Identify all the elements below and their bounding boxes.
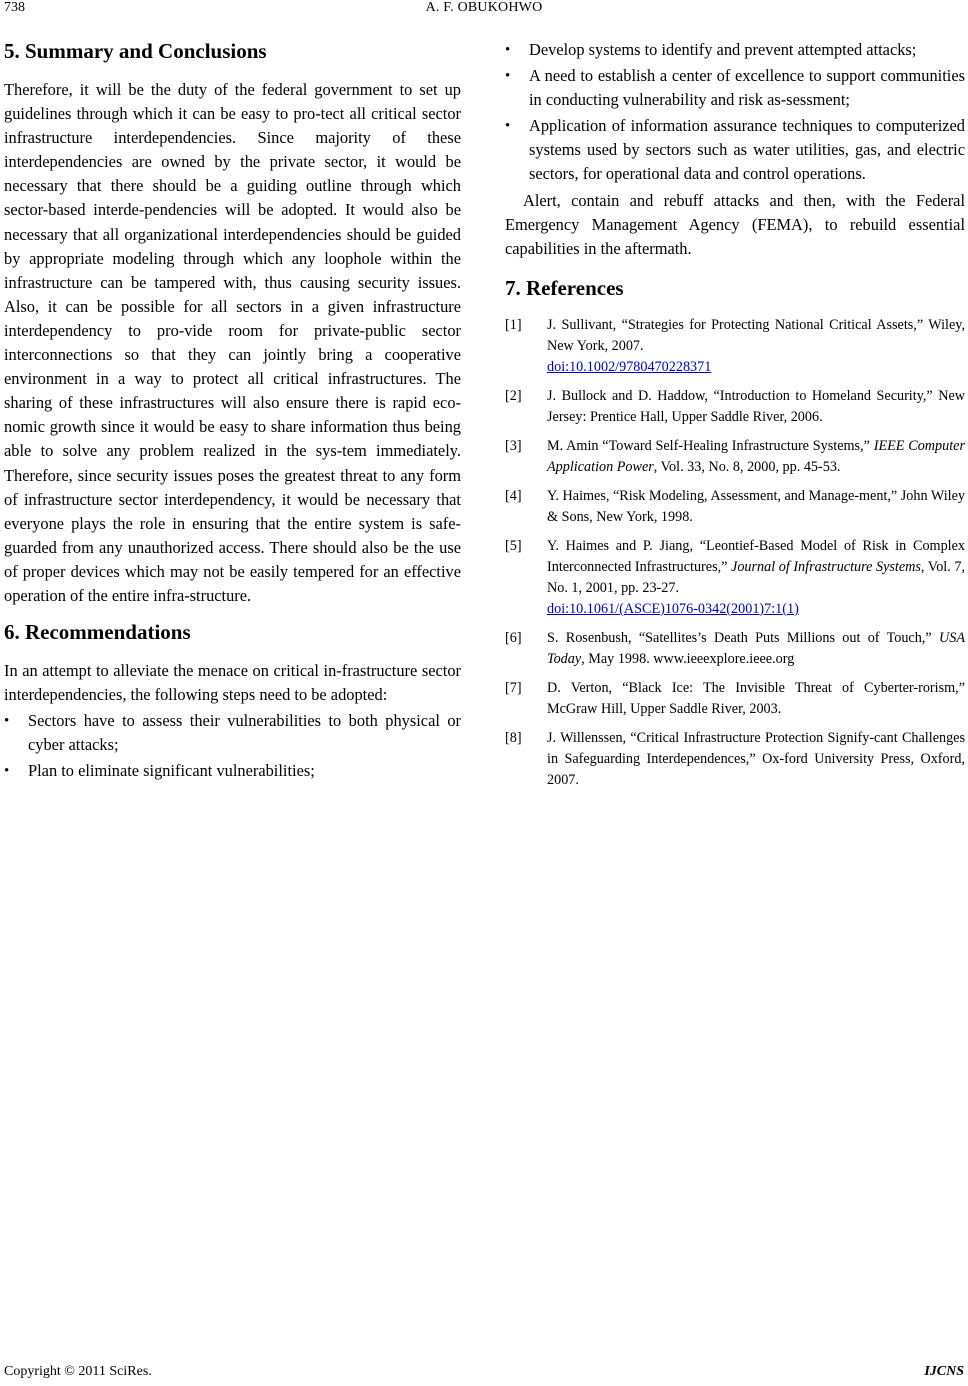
reference-source-italic: IEEE Computer Application Power [547,437,965,475]
reference-text-tail: , Vol. 33, No. 8, 2000, pp. 45-53. [653,458,841,475]
bullet-text: Develop systems to identify and prevent attempted attacks; [529,40,917,59]
copyright-notice: Copyright © 2011 SciRes. [4,1364,152,1379]
bullet-item [4,709,461,757]
reference-text: J. Willenssen, “Critical Infrastructure Protection Signify-cant Challenges in Safeguarding Interdependences,” Ox-ford University Press, Oxford, 2007. [547,729,965,788]
reference-item [505,315,965,378]
bullet-icon: • [4,713,10,730]
reference-item [505,536,965,620]
bullet-item [505,64,965,112]
reference-text: Y. Haimes, “Risk Modeling, Assessment, and Manage-ment,” John Wiley & Sons, New York, 1998. [547,487,965,525]
reference-number: [1] [505,316,522,333]
reference-item [505,386,965,428]
bullet-icon: • [505,68,511,85]
reference-text: D. Verton, “Black Ice: The Invisible Threat of Cyberter-rorism,” McGraw Hill, Upper Saddle River, 2003. [547,679,965,717]
reference-text: Y. Haimes and P. Jiang, “Leontief-Based Model of Risk in Complex Interconnected Infrastructures,” [547,537,965,575]
bullet-icon: • [505,42,511,58]
reference-source-italic: Journal of Infrastructure Systems [731,558,921,575]
reference-text: J. Bullock and D. Haddow, “Introduction to Homeland Security,” New Jersey: Prentice Hall, Upper Saddle River, 2006. [547,387,965,425]
journal-abbreviation: IJCNS [924,1364,964,1379]
bullet-icon: • [505,118,511,135]
reference-text: M. Amin “Toward Self-Healing Infrastructure Systems,” [547,437,874,454]
reference-text: S. Rosenbush, “Satellites’s Death Puts Millions out of Touch,” [547,629,939,646]
bullet-item [505,38,965,62]
reference-number: [4] [505,487,522,504]
reference-item [505,678,965,720]
reference-item [505,728,965,791]
summary-heading: 5. Summary and Conclusions [4,39,267,63]
recommendations-heading: 6. Recommendations [4,620,191,645]
reference-source-italic: USA Today [547,629,965,667]
recommendations-list-left [4,709,461,783]
bullet-item [505,114,965,186]
page-number: 738 [4,0,25,15]
reference-number: [2] [505,387,522,404]
bullet-text: Sectors have to assess their vulnerabilities to both physical or cyber attacks; [28,711,461,755]
recommendations-closing: Alert, contain and rebuff attacks and then, with the Federal Emergency Management Agency (FEMA), to rebuild essential capabilities in the aftermath. [505,190,965,258]
reference-doi-link[interactable]: doi:10.1061/(ASCE)1076-0342(2001)7:1(1) [547,600,799,617]
recommendations-list-right [505,38,965,187]
reference-text: J. Sullivant, “Strategies for Protecting National Critical Assets,” Wiley, New York, 2007. [547,316,965,354]
page-header [0,0,968,22]
bullet-text: Application of information assurance techniques to computerized systems used by sectors such as water utilities, gas, and electric sectors, for operational data and control operations. [529,116,965,184]
reference-item [505,436,965,478]
summary-paragraph: Therefore, it will be the duty of the federal government to set up guidelines through which it can be easy to pro-tect all critical sector infrastructure interdependencies. Since majority of these interdependencies are owned by the private sector, it would be necessary that there should be a guiding outline through which sector-based interde-pendencies will be adopted. It would also be necessary that all organizational interdependencies should be guided by appropriate modeling through which any loophole within the infrastructure can be tampered with, thus causing security issues. Also, it can be possible for all sectors in a given infrastructure interdependency to pro-vide room for private-public sector interconnections so that they can jointly bring a cooperative environment in a way to protect all critical infrastructures. The sharing of these infrastructures will also ensure there is rapid eco-nomic growth since it would be easy to share information thus being able to solve any problem realized in the sys-tem immediately. Therefore, since security issues poses the greatest threat to any form of infrastructure sector interdependency, it would be necessary that everyone plays the role in ensuring that the entire system is safe-guarded from any unauthorized access. There should also be the use of proper devices which may not be easily tempered for an effective operation of the entire infra-structure. [4,80,461,605]
reference-number: [5] [505,537,522,554]
bullet-icon: • [4,763,10,780]
reference-number: [7] [505,679,522,696]
bullet-text: A need to establish a center of excellence to support communities in conducting vulnerability and risk as-sessment; [529,66,965,110]
bullet-item [4,759,461,783]
references-list [505,315,965,791]
reference-number: [6] [505,629,522,646]
right-column [505,38,965,799]
running-head-author: A. F. OBUKOHWO [425,0,543,15]
reference-text-tail: , Vol. 7, No. 1, 2001, pp. 23-27. [547,558,966,596]
references-heading: 7. References [505,275,624,300]
reference-doi-link[interactable]: doi:10.1002/9780470228371 [547,358,712,375]
reference-item [505,628,965,670]
recommendations-intro: In an attempt to alleviate the menace on critical in-frastructure sector interdependencies, the following steps need to be adopted: [4,661,461,705]
reference-text-tail: , May 1998. www.ieeexplore.ieee.org [581,650,795,667]
reference-number: [8] [505,729,522,746]
left-column [4,38,461,786]
reference-item [505,486,965,528]
bullet-text: Plan to eliminate significant vulnerabilities; [28,761,315,781]
reference-number: [3] [505,437,522,454]
